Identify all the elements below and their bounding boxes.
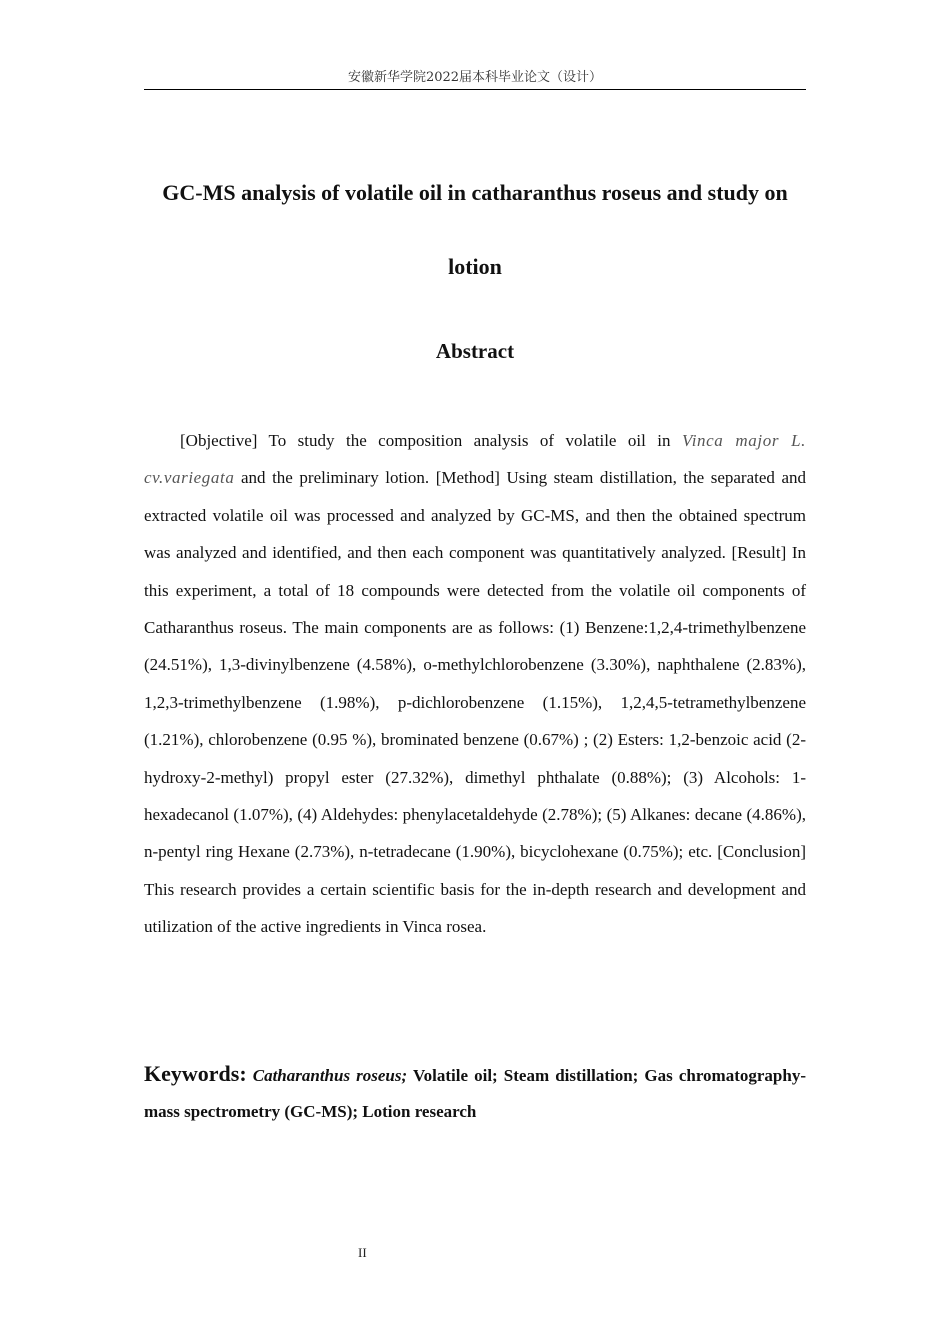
running-header: 安徽新华学院2022届本科毕业论文（设计）: [144, 66, 806, 90]
abstract-body: [144, 422, 806, 946]
abstract-heading: Abstract: [435, 339, 515, 363]
keyword-species: Catharanthus roseus;: [252, 1066, 408, 1085]
paper-title: GC-MS analysis of volatile oil in catharanthus roseus and study on lotion: [162, 180, 788, 279]
abstract-text-1: [Objective] To study the composition analysis of volatile oil in: [180, 431, 682, 450]
page-number: II: [358, 1245, 367, 1260]
species-name: Vinca major L. cv.variegata: [144, 431, 806, 488]
keywords-label: Keywords:: [144, 1061, 247, 1086]
keywords-list: Volatile oil; Steam distillation; Gas chromatography-mass spectrometry (GC-MS); Lotion research: [144, 1066, 806, 1121]
keywords-section: [144, 1056, 806, 1130]
abstract-text-2: and the preliminary lotion. [Method] Using steam distillation, the separated and extracted volatile oil was processed and analyzed by GC-MS, and then the obtained spectrum was analyzed and identified, and then each component was quantitatively analyzed. [Result] In this experiment, a total of 18 compounds were detected from the volatile oil components of Catharanthus roseus. The main components are as follows: (1) Benzene:1,2,4-trimethylbenzene (24.51%), 1,3-divinylbenzene (4.58%), o-methylchlorobenzene (3.30%), naphthalene (2.83%), 1,2,3-trimethylbenzene (1.98%), p-dichlorobenzene (1.15%), 1,2,4,5-tetramethylbenzene (1.21%), chlorobenzene (0.95 %), brominated benzene (0.67%) ; (2) Esters: 1,2-benzoic acid (2-hydroxy-2-methyl) propyl ester (27.32%), dimethyl phthalate (0.88%); (3) Alcohols: 1-hexadecanol (1.07%), (4) Aldehydes: phenylacetaldehyde (2.78%); (5) Alkanes: decane (4.86%), n-pentyl ring Hexane (2.73%), n-tetradecane (1.90%), bicyclohexane (0.75%); etc. [Conclusion] This research provides a certain scientific basis for the in-depth research and development and utilization of the active ingredients in Vinca rosea.: [144, 468, 806, 937]
